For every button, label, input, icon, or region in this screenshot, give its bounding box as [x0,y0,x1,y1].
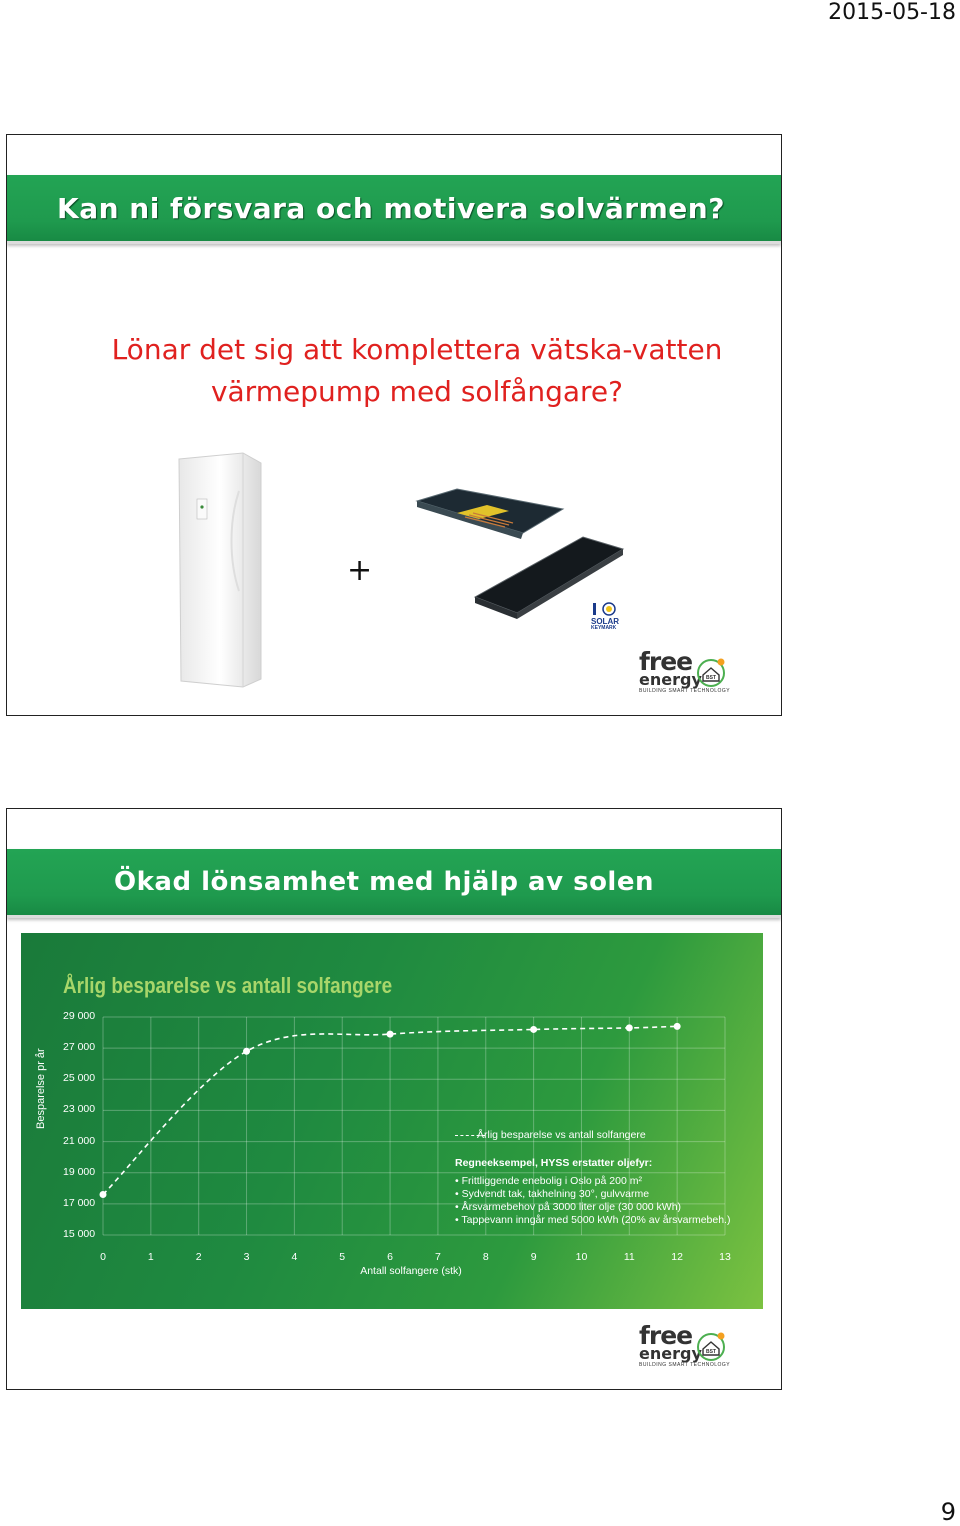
slide-1-banner [7,175,781,244]
logo-tagline: BUILDING SMART TECHNOLOGY [639,1362,731,1368]
data-point [626,1024,633,1031]
x-tick-label: 3 [243,1251,250,1263]
slide-1-title: Kan ni försvara och motivera solvärmen? [57,191,725,225]
slide-2-banner [7,849,781,918]
solar-keymark-logo [591,601,621,631]
data-point [243,1048,250,1055]
free-energy-logo [639,1321,731,1373]
solar-logo-sub: KEYMARK [591,625,617,631]
x-tick-label: 9 [530,1251,537,1263]
data-point [530,1026,537,1033]
logo-free: free [639,1321,693,1350]
chart-xlabel: Antall solfangere (stk) [360,1265,462,1277]
savings-chart [21,933,763,1309]
chart-title: Årlig besparelse vs antall solfangere [63,973,393,998]
x-tick-label: 6 [387,1251,393,1263]
logo-energy: energy [639,1344,702,1363]
data-point [674,1023,681,1030]
logo-badge: BST [706,675,716,681]
chart-note-heading: Regneeksempel, HYSS erstatter oljefyr: [455,1157,653,1169]
y-tick-label: 21 000 [63,1134,96,1147]
solar-logo-text: SOLAR [591,617,619,626]
logo-energy: energy [639,670,702,689]
x-tick-label: 10 [575,1251,588,1263]
chart-note-item: • Tappevann inngår med 5000 kWh (20% av årsvarmebeh.) [455,1214,731,1226]
chart-note-item: • Frittliggende enebolig i Oslo på 200 m² [455,1175,642,1187]
x-tick-label: 1 [147,1251,154,1263]
keymark-icon [591,601,621,617]
chart-legend: Årlig besparelse vs antall solfangere [477,1129,646,1141]
chart-plot [21,933,763,1309]
free-energy-logo [639,647,731,699]
y-tick-label: 27 000 [63,1041,96,1054]
x-tick-label: 2 [195,1251,202,1263]
logo-tagline: BUILDING SMART TECHNOLOGY [639,688,731,694]
y-tick-label: 25 000 [63,1072,96,1085]
x-tick-label: 8 [482,1251,489,1263]
x-tick-label: 11 [623,1251,635,1263]
slide-2-title: Ökad lönsamhet med hjälp av solen [114,867,654,897]
x-tick-label: 0 [100,1251,106,1263]
y-tick-label: 19 000 [63,1165,96,1178]
heat-pump-image [173,451,265,689]
y-tick-label: 17 000 [63,1196,96,1209]
chart-ylabel: Besparelse pr år [35,1048,47,1129]
y-tick-label: 15 000 [63,1228,96,1240]
data-point [387,1031,394,1038]
chart-note-item: • Sydvendt tak, takhelning 30°, gulvvarme [455,1188,650,1200]
data-point [100,1191,107,1198]
x-tick-label: 4 [291,1251,298,1263]
x-tick-label: 13 [719,1251,731,1263]
bst-house-icon [695,657,727,687]
question-line-1: Lönar det sig att komplettera vätska-vatten [111,333,723,366]
slide-1-question [67,329,767,413]
question-line-2: värmepump med solfångare? [210,375,624,408]
slide-1 [6,134,782,716]
logo-free: free [639,647,693,676]
y-tick-label: 23 000 [63,1103,96,1116]
plus-sign: + [347,553,373,588]
bst-house-icon [695,1331,727,1361]
x-tick-label: 5 [339,1251,346,1263]
chart-note-item: • Årsvarmebehov på 3000 liter olje (30 000 kWh) [455,1201,682,1213]
logo-badge: BST [706,1349,716,1355]
page-date: 2015-05-18 [828,0,956,25]
y-tick-label: 29 000 [63,1010,96,1022]
page-number: 9 [940,1498,956,1526]
slide-2 [6,808,782,1390]
x-tick-label: 12 [671,1251,683,1263]
x-tick-label: 7 [435,1251,441,1263]
